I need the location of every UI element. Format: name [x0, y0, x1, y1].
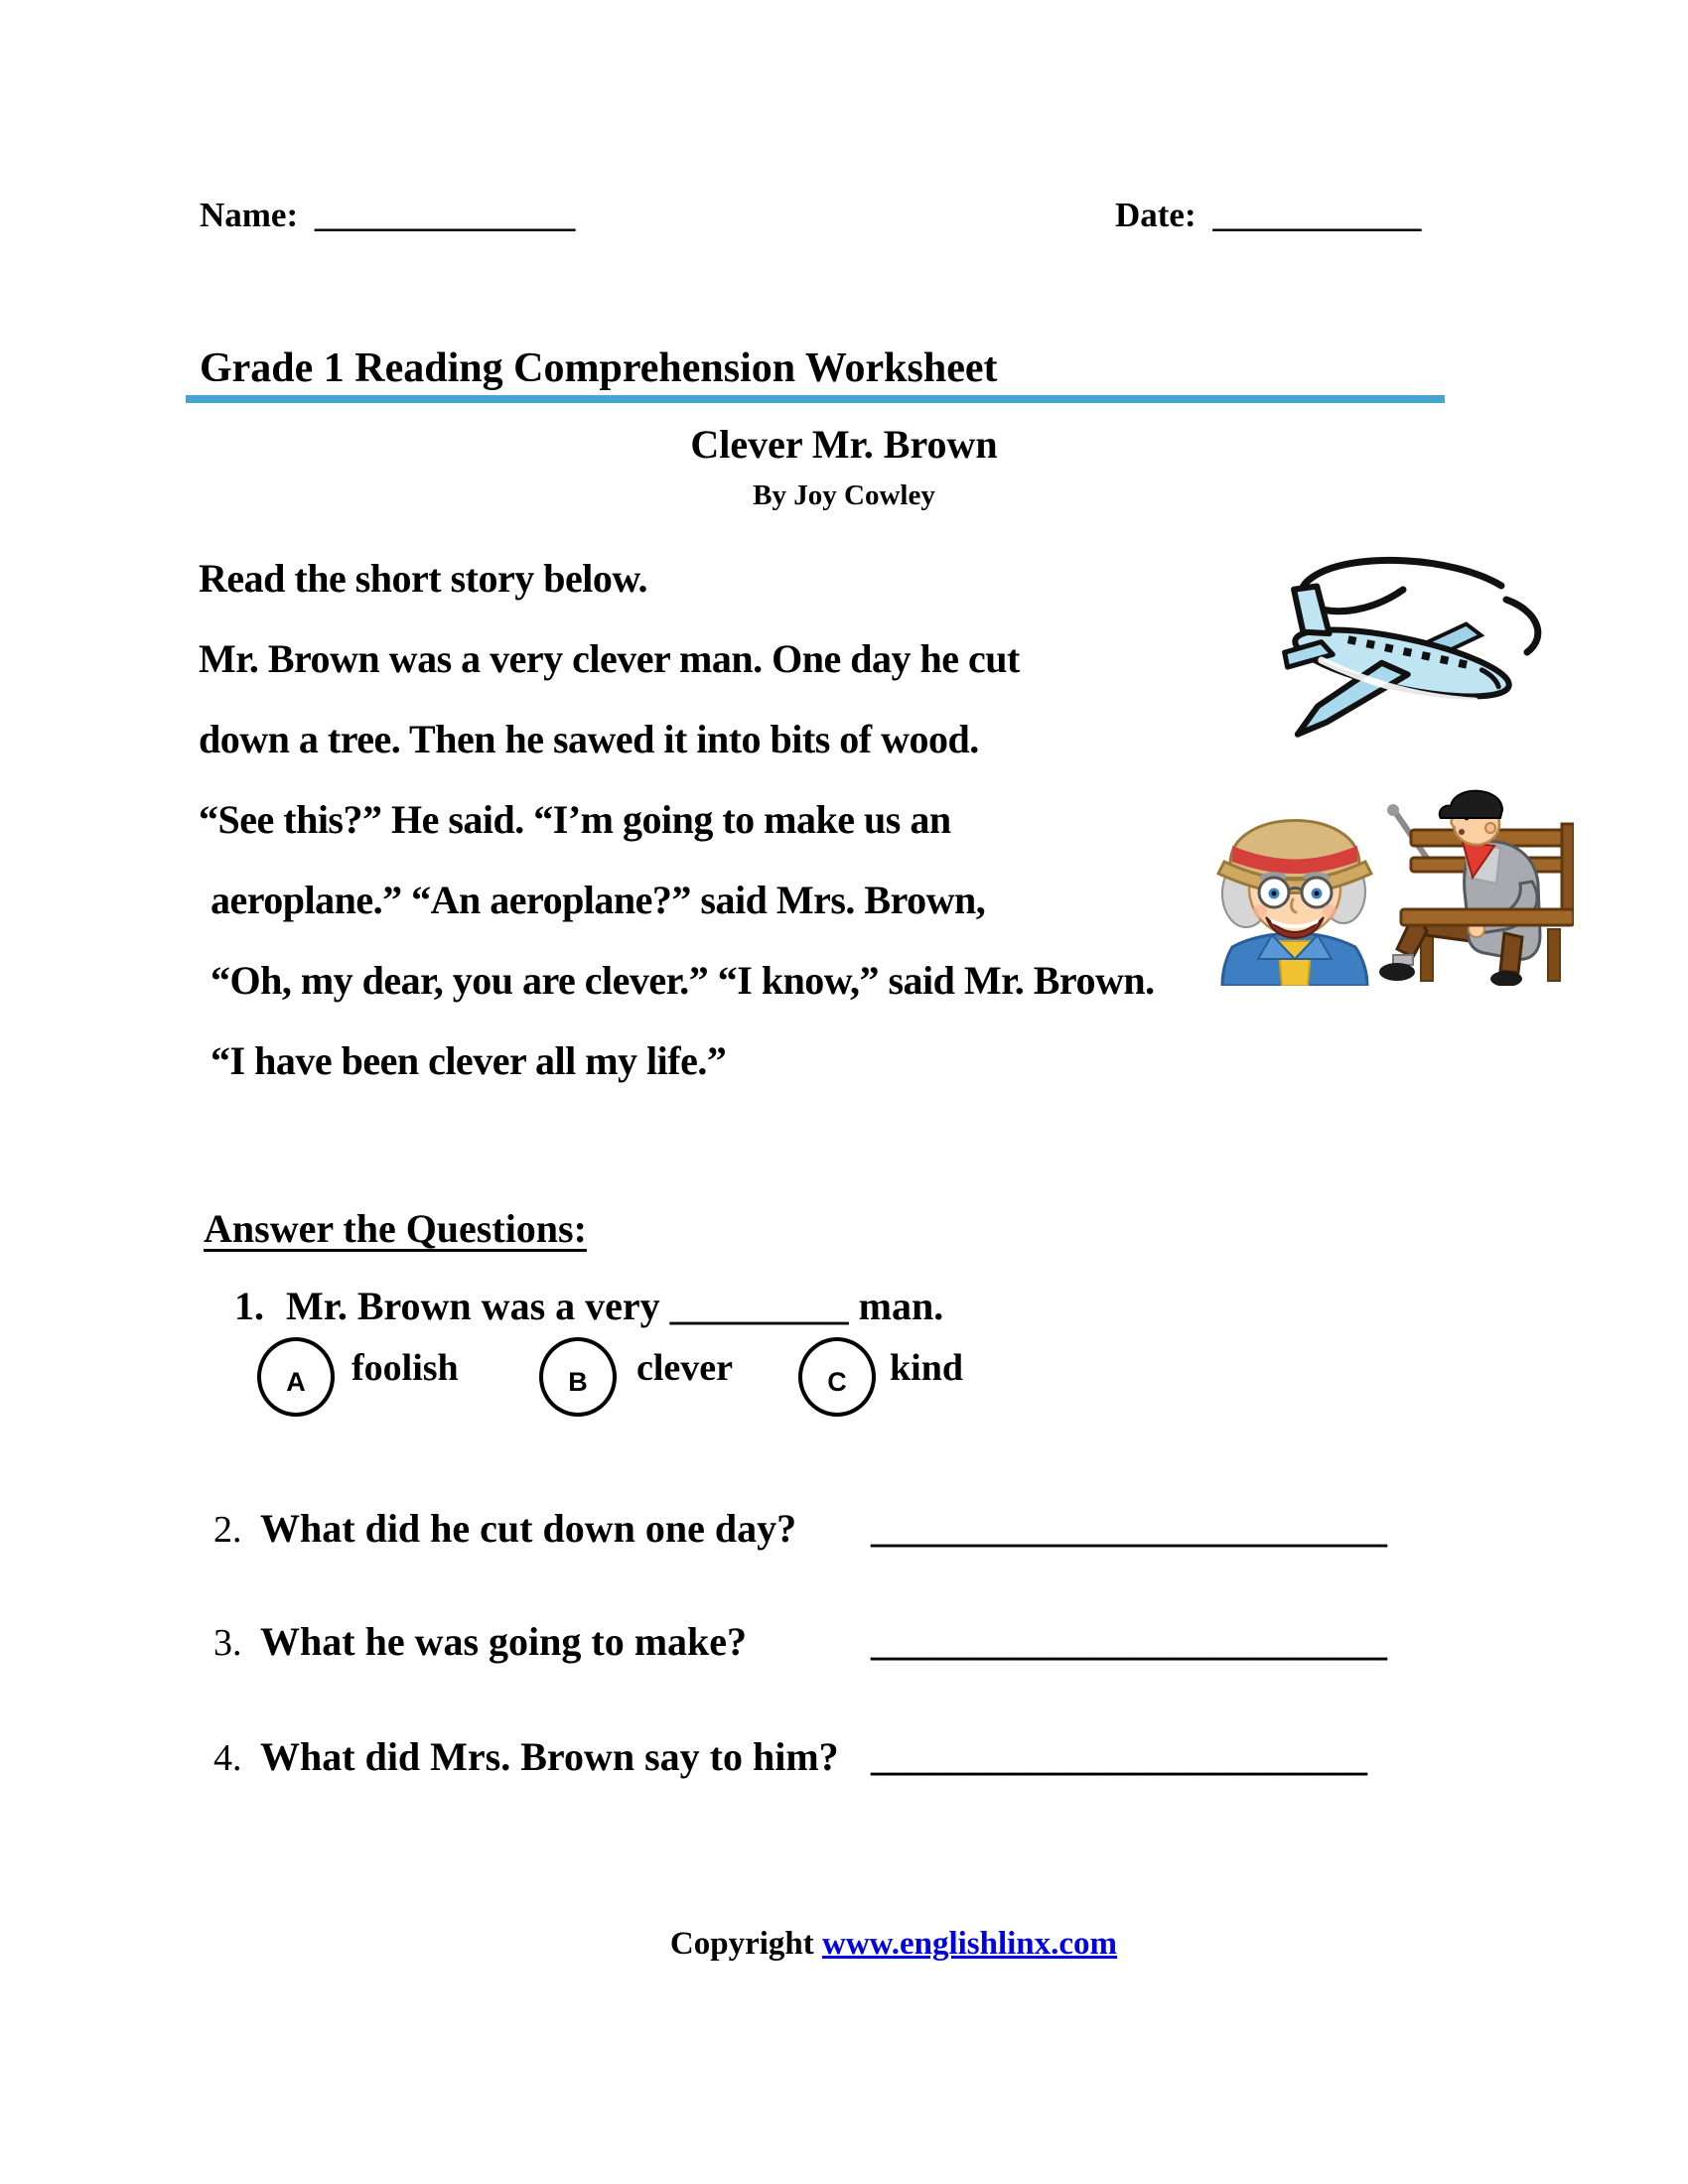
- name-label: Name:: [200, 196, 299, 234]
- question-1-options-row: [0, 1337, 1688, 1417]
- option-a-circle[interactable]: [257, 1337, 335, 1417]
- story-line: “See this?” He said. “I’m going to make us an: [199, 797, 951, 842]
- option-c-letter: C: [827, 1366, 847, 1397]
- copyright-label: Copyright: [669, 1926, 814, 1962]
- option-c-label: kind: [890, 1347, 963, 1389]
- question-3: [213, 1616, 1504, 1669]
- worksheet-title: Grade 1 Reading Comprehension Worksheet: [200, 345, 998, 391]
- question-2-number: 2.: [213, 1509, 242, 1551]
- story-line: Mr. Brown was a very clever man. One day he cut: [199, 636, 1020, 681]
- copyright-footer: [0, 1926, 1688, 1963]
- story-line: “Oh, my dear, you are clever.” “I know,” said Mr. Brown.: [211, 958, 1155, 1003]
- elderly-couple-image: [1216, 772, 1574, 986]
- question-1: [234, 1281, 943, 1332]
- option-b-label: clever: [636, 1347, 734, 1389]
- question-4-blank-field[interactable]: _________________________: [871, 1734, 1367, 1779]
- mr-brown-figure: [1379, 791, 1574, 986]
- story-line: down a tree. Then he sawed it into bits of wood.: [199, 717, 979, 761]
- question-2-text: What did he cut down one day?: [260, 1506, 797, 1551]
- question-2: [213, 1503, 1504, 1556]
- title-divider-rule: [186, 395, 1445, 403]
- option-c-circle[interactable]: [798, 1337, 876, 1417]
- question-4-text: What did Mrs. Brown say to him?: [260, 1734, 839, 1779]
- date-label: Date:: [1115, 196, 1196, 234]
- question-4-number: 4.: [213, 1737, 242, 1779]
- story-text: [199, 538, 1370, 1101]
- question-1-text-after: man.: [848, 1284, 944, 1328]
- name-blank-field[interactable]: _______________: [314, 196, 576, 234]
- story-line: aeroplane.” “An aeroplane?” said Mrs. Brown,: [211, 878, 986, 922]
- question-1-blank-field[interactable]: _________: [669, 1284, 849, 1328]
- elderly-couple-icon: [1216, 772, 1574, 986]
- story-line: “I have been clever all my life.”: [211, 1038, 727, 1083]
- question-1-number: 1.: [234, 1284, 264, 1328]
- question-4: [213, 1731, 1504, 1784]
- airplane-icon: [1253, 552, 1551, 770]
- option-b-letter: B: [568, 1366, 588, 1397]
- date-blank-field[interactable]: ____________: [1212, 196, 1422, 234]
- option-a-label: foolish: [352, 1347, 459, 1389]
- airplane-image: [1253, 552, 1551, 770]
- name-row: [200, 196, 575, 235]
- question-3-text: What he was going to make?: [260, 1619, 748, 1664]
- story-title: Clever Mr. Brown: [690, 422, 998, 467]
- answer-section-heading: Answer the Questions:: [204, 1206, 587, 1251]
- option-a-letter: A: [286, 1366, 306, 1397]
- question-3-blank-field[interactable]: __________________________: [871, 1619, 1387, 1664]
- question-1-text-before: Mr. Brown was a very: [286, 1284, 670, 1328]
- story-instruction: Read the short story below.: [199, 556, 648, 601]
- mrs-brown-figure: [1218, 821, 1371, 987]
- date-row: [1115, 196, 1421, 235]
- option-b-circle[interactable]: [539, 1337, 617, 1417]
- copyright-link[interactable]: www.englishlinx.com: [822, 1926, 1118, 1962]
- story-byline: By Joy Cowley: [753, 479, 935, 511]
- question-3-number: 3.: [213, 1622, 242, 1664]
- question-2-blank-field[interactable]: __________________________: [871, 1506, 1387, 1551]
